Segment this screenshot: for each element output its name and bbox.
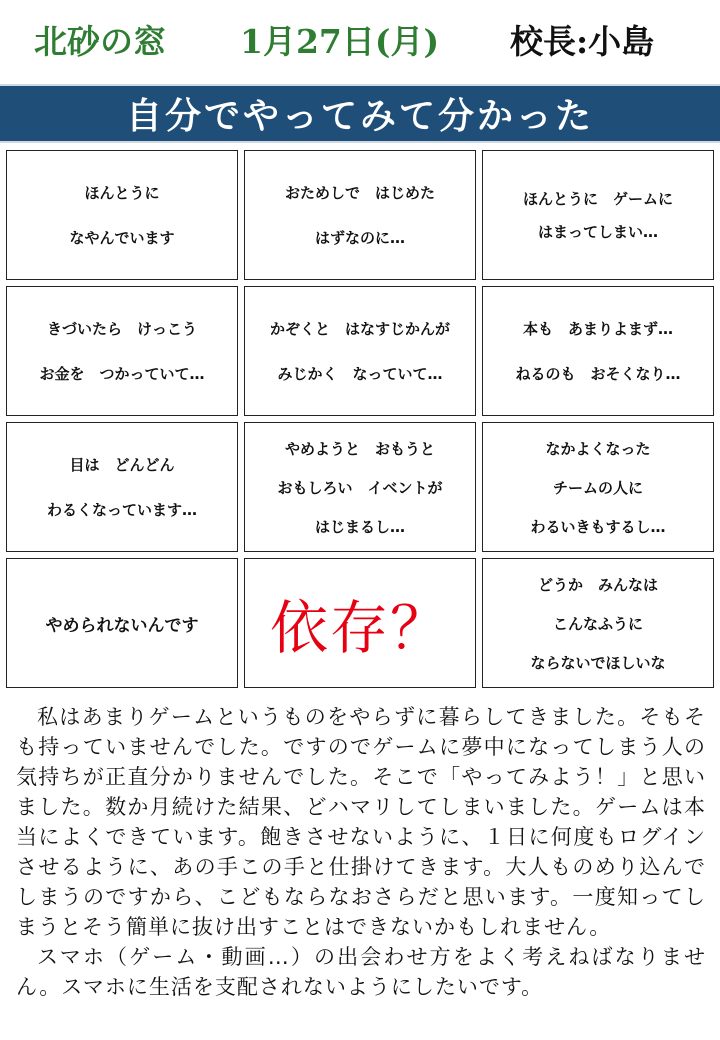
cell-line: どうか みんなは [537, 575, 658, 594]
cell-line: はずなのに… [314, 229, 405, 247]
cell-line: お金を つかっていて… [39, 365, 205, 383]
cell-line: きづいたら けっこう [46, 320, 197, 338]
cell-line: なかよくなった [545, 439, 651, 458]
cell-line: おためしで はじめた [284, 184, 435, 202]
grid-cell [6, 422, 238, 552]
cell-line: ほんとうに ゲームに [522, 190, 673, 208]
cell-line: おもしろい イベントが [277, 478, 443, 497]
cell-line: 目は どんどん [69, 456, 175, 474]
grid-cell [244, 558, 476, 688]
cell-line: なやんでいます [69, 229, 175, 247]
cell-line: チームの人に [552, 478, 643, 497]
cell-line: わるいきもするし… [530, 517, 666, 536]
cell-line: やめようと おもうと [284, 439, 435, 458]
grid-cell [482, 286, 714, 416]
cell-line: はじまるし… [314, 517, 405, 536]
cell-line: かぞくと はなすじかんが [269, 320, 450, 338]
dependence-question: 依存？ [269, 594, 450, 662]
cell-line: やめられないんです [45, 615, 199, 636]
cell-line: わるくなっています… [46, 501, 197, 519]
cell-line: みじかく なっていて… [277, 365, 443, 383]
issue-date: 1月27日(月) [240, 22, 440, 61]
cell-line: はまってしまい… [537, 223, 658, 241]
principal-name: 校長:小島 [510, 22, 655, 61]
grid-cell [244, 422, 476, 552]
cell-line: ほんとうに [84, 184, 160, 202]
grid-cell [244, 150, 476, 280]
grid-cell [6, 286, 238, 416]
cell-line: ならないでほしいな [530, 653, 666, 672]
essay-body [16, 702, 706, 1002]
grid-cell [482, 422, 714, 552]
grid-cell [482, 150, 714, 280]
cell-line: ねるのも おそくなり… [515, 365, 681, 383]
header [0, 0, 720, 82]
grid-cell [6, 558, 238, 688]
grid-cell [6, 150, 238, 280]
title-banner [0, 84, 720, 143]
essay-paragraph: 私はあまりゲームというものをやらずに暮らしてきました。そもそも持っていませんでした。ですのでゲームに夢中になってしまう人の気持ちが正直分かりませんでした。そこで「やってみよう！」と思いました。数か月続けた結果、どハマリしてしまいました。ゲームは本当によくできています。飽きさせないように、１日に何度もログインさせるように、あの手この手と仕掛けてきます。大人ものめり込んでしまうのですから、こどもならなおさらだと思います。一度知ってしまうとそう簡単に抜け出すことはできないかもしれません。 [16, 705, 706, 939]
cell-line: 本も あまりよまず… [522, 320, 673, 338]
cell-line: こんなふうに [552, 614, 643, 633]
essay-paragraph: スマホ（ゲーム・動画…）の出会わせ方をよく考えねばなりません。スマホに生活を支配されないようにしたいです。 [16, 945, 706, 999]
grid-cell [244, 286, 476, 416]
grid-cell [482, 558, 714, 688]
page-title: 自分でやってみて分かった [125, 96, 594, 137]
newsletter-name: 北砂の窓 [34, 22, 166, 61]
